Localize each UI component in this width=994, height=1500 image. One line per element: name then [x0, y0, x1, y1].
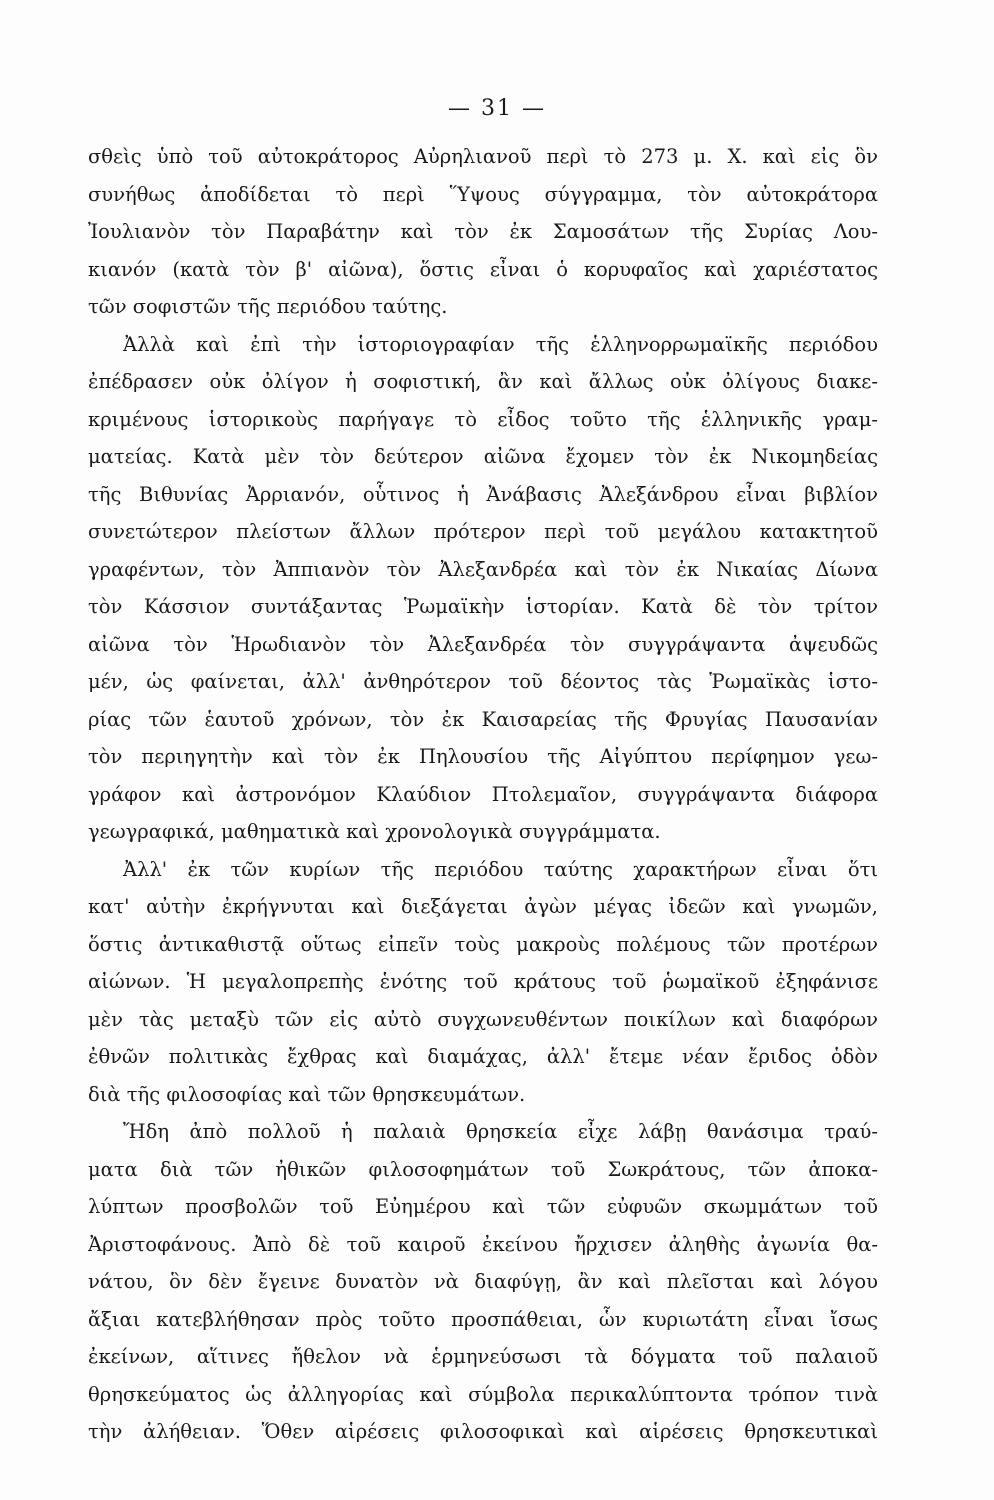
- paragraph-start-line: Ἤδη ἀπὸ πολλοῦ ἡ παλαιὰ θρησκεία εἶχε λάβῃ θανάσιμα τραύ-: [123, 1120, 878, 1143]
- text-line: ρίας τῶν ἑαυτοῦ χρόνων, τὸν ἐκ Καισαρείας τῆς Φρυγίας Παυσανίαν: [88, 707, 878, 731]
- text-line: γραφέντων, τὸν Ἀππιανὸν τὸν Ἀλεξανδρέα καὶ τὸν ἐκ Νικαίας Δίωνα: [88, 557, 878, 581]
- text-line: ἐθνῶν πολιτικὰς ἔχθρας καὶ διαμάχας, ἀλλ' ἔτεμε νέαν ἔριδος ὁδὸν: [88, 1045, 878, 1068]
- text-line: ματα διὰ τῶν ἠθικῶν φιλοσοφημάτων τοῦ Σωκράτους, τῶν ἀποκα-: [88, 1157, 878, 1181]
- text-line: ἐπέδρασεν οὐκ ὀλίγον ἡ σοφιστική, ἂν καὶ ἄλλως οὐκ ὀλίγους διακε-: [88, 370, 878, 393]
- text-line: συνετώτερον πλείστων ἄλλων πρότερον περὶ τοῦ μεγάλου κατακτητοῦ: [88, 520, 878, 543]
- text-line: κριμένους ἱστορικοὺς παρήγαγε τὸ εἶδος τοῦτο τῆς ἑλληνικῆς γραμ-: [88, 407, 878, 431]
- text-line: κιανόν (κατὰ τὸν β' αἰῶνα), ὅστις εἶναι ὁ κορυφαῖος καὶ χαριέστατος: [88, 257, 878, 281]
- text-line: αἰῶνα τὸν Ἡρωδιανὸν τὸν Ἀλεξανδρέα τὸν συγγράψαντα ἀψευδῶς: [88, 632, 878, 656]
- text-line: ἐκείνων, αἵτινες ἤθελον νὰ ἑρμηνεύσωσι τὰ δόγματα τοῦ παλαιοῦ: [88, 1345, 878, 1368]
- text-line: γεωγραφικά, μαθηματικὰ καὶ χρονολογικὰ συγγράμματα.: [88, 820, 661, 843]
- text-line: τὸν Κάσσιον συντάξαντας Ῥωμαϊκὴν ἱστορίαν. Κατὰ δὲ τὸν τρίτον: [88, 595, 878, 618]
- page-number: — 31 —: [448, 96, 546, 121]
- text-line: ματείας. Κατὰ μὲν τὸν δεύτερον αἰῶνα ἔχομεν τὸν ἐκ Νικομηδείας: [88, 445, 878, 468]
- text-line: νάτου, ὃν δὲν ἔγεινε δυνατὸν νὰ διαφύγῃ, ἂν καὶ πλεῖσται καὶ λόγου: [88, 1270, 878, 1293]
- text-line: κατ' αὐτὴν ἐκρήγνυται καὶ διεξάγεται ἀγὼν μέγας ἰδεῶν καὶ γνωμῶν,: [88, 895, 878, 918]
- text-line: αἰώνων. Ἡ μεγαλοπρεπὴς ἑνότης τοῦ κράτους τοῦ ῥωμαϊκοῦ ἐξηφάνισε: [88, 970, 878, 993]
- text-line: γράφον καὶ ἀστρονόμον Κλαύδιον Πτολεμαῖον, συγγράψαντα διάφορα: [88, 782, 878, 806]
- text-line: τῶν σοφιστῶν τῆς περιόδου ταύτης.: [88, 295, 448, 318]
- text-line: λύπτων προσβολῶν τοῦ Εὐημέρου καὶ τῶν εὐφυῶν σκωμμάτων τοῦ: [88, 1195, 878, 1218]
- text-line: τὴν ἀλήθειαν. Ὅθεν αἱρέσεις φιλοσοφικαὶ καὶ αἱρέσεις θρησκευτικαὶ: [88, 1420, 878, 1443]
- text-line: μὲν τὰς μεταξὺ τῶν εἰς αὐτὸ συγχωνευθέντων ποικίλων καὶ διαφόρων: [88, 1007, 878, 1031]
- paragraph-start-line: Ἀλλὰ καὶ ἐπὶ τὴν ἱστοριογραφίαν τῆς ἑλληνορρωμαϊκῆς περιόδου: [123, 332, 878, 356]
- text-line: σθεὶς ὑπὸ τοῦ αὐτοκράτορος Αὐρηλιανοῦ περὶ τὸ 273 μ. Χ. καὶ εἰς ὃν: [88, 145, 878, 168]
- paragraph-start-line: Ἀλλ' ἐκ τῶν κυρίων τῆς περιόδου ταύτης χαρακτήρων εἶναι ὅτι: [123, 857, 878, 881]
- text-line: Ἰουλιανὸν τὸν Παραβάτην καὶ τὸν ἐκ Σαμοσάτων τῆς Συρίας Λου-: [88, 220, 878, 243]
- text-line: ὅστις ἀντικαθιστᾷ οὕτως εἰπεῖν τοὺς μακροὺς πολέμους τῶν προτέρων: [88, 932, 878, 956]
- text-line: μέν, ὡς φαίνεται, ἀλλ' ἀνθηρότερον τοῦ δέοντος τὰς Ῥωμαϊκὰς ἱστο-: [88, 670, 878, 693]
- text-line: Ἀριστοφάνους. Ἀπὸ δὲ τοῦ καιροῦ ἐκείνου ἤρχισεν ἀληθὴς ἀγωνία θα-: [88, 1232, 878, 1256]
- text-line: θρησκεύματος ὡς ἀλληγορίας καὶ σύμβολα περικαλύπτοντα τρόπον τινὰ: [88, 1382, 878, 1406]
- text-line: συνήθως ἀποδίδεται τὸ περὶ Ὕψους σύγγραμμα, τὸν αὐτοκράτορα: [88, 182, 878, 206]
- text-line: τὸν περιηγητὴν καὶ τὸν ἐκ Πηλουσίου τῆς Αἰγύπτου περίφημον γεω-: [88, 745, 878, 768]
- text-line: διὰ τῆς φιλοσοφίας καὶ τῶν θρησκευμάτων.: [88, 1082, 526, 1106]
- text-line: τῆς Βιθυνίας Ἀρριανόν, οὗτινος ἡ Ἀνάβασις Ἀλεξάνδρου εἶναι βιβλίον: [88, 482, 878, 506]
- text-line: ἄξιαι κατεβλήθησαν πρὸς τοῦτο προσπάθειαι, ὧν κυριωτάτη εἶναι ἴσως: [88, 1307, 878, 1331]
- body-text: [88, 138, 878, 1451]
